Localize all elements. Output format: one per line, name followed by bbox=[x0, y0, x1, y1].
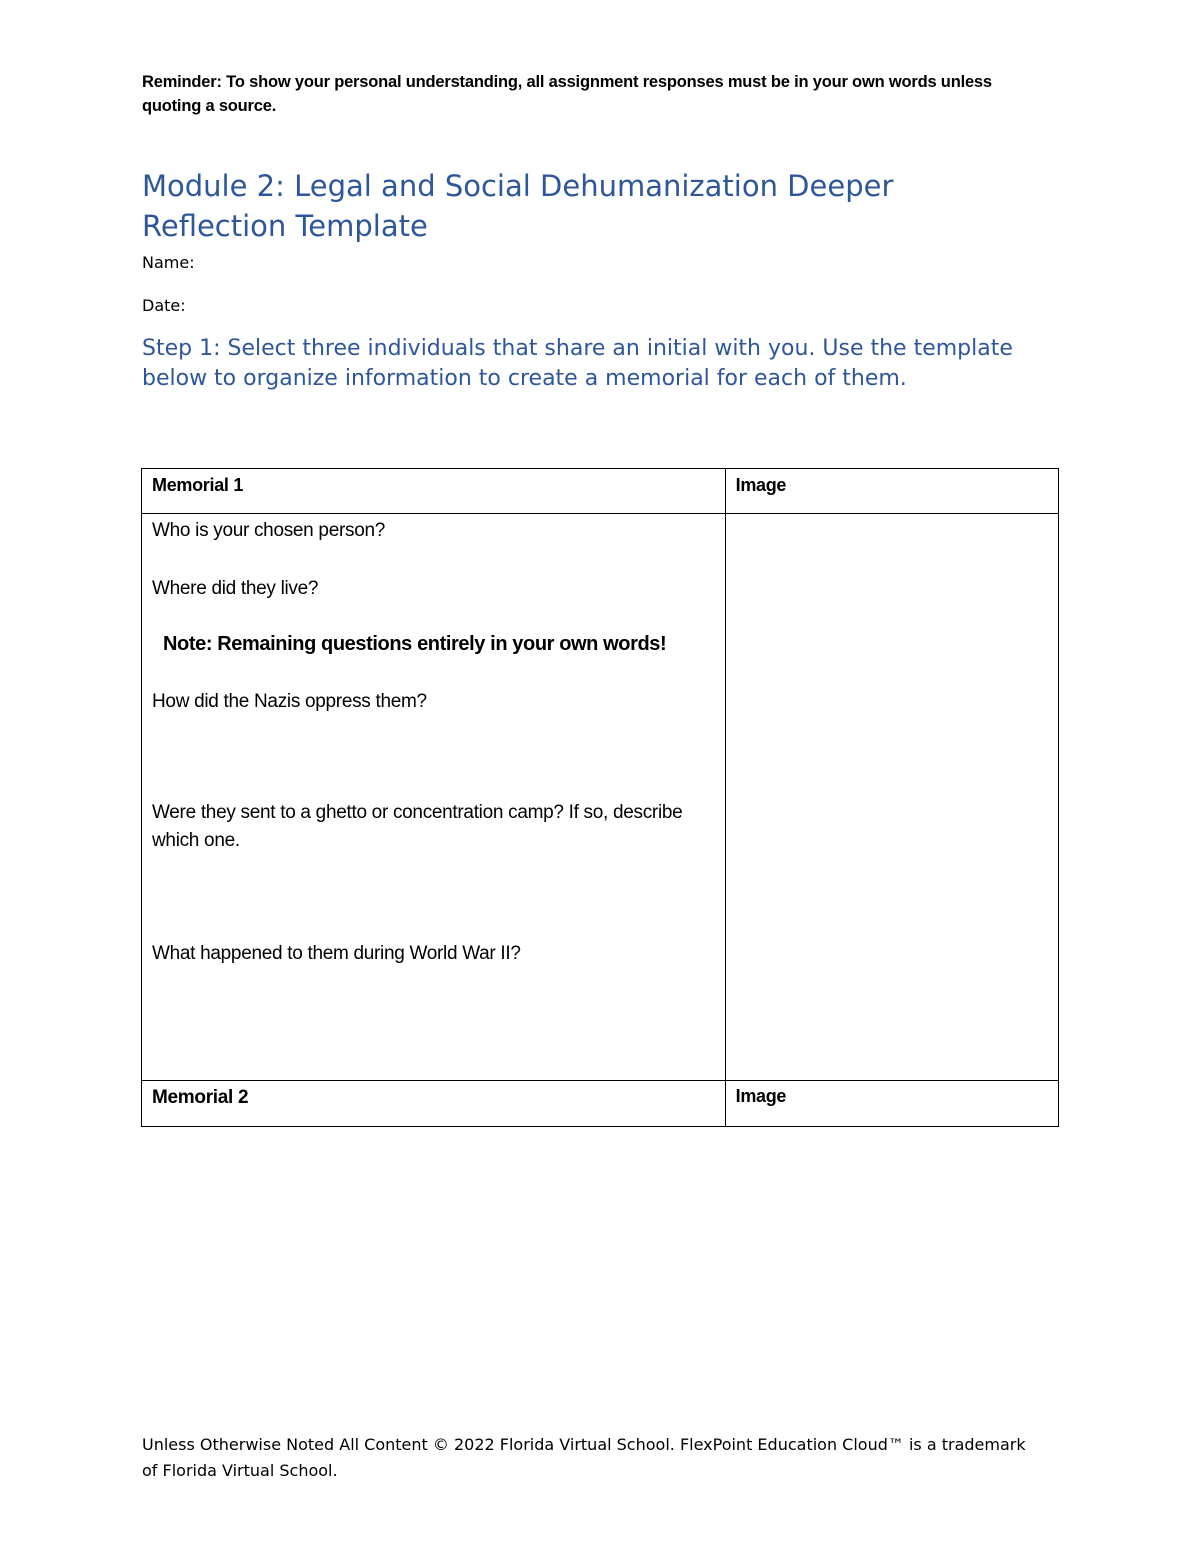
footer-copyright: Unless Otherwise Noted All Content © 2022 Florida Virtual School. FlexPoint Education Cloud™ is a trademark of Florida Virtual School. bbox=[142, 1435, 1026, 1480]
memorial-table bbox=[141, 468, 1059, 1127]
question-what-happened: What happened to them during World War II? bbox=[152, 943, 521, 964]
name-label: Name: bbox=[142, 253, 195, 272]
memorial1-image-header: Image bbox=[735, 475, 787, 495]
page-title: Module 2: Legal and Social Dehumanization Deeper Reflection Template bbox=[142, 169, 894, 243]
question-where-lived: Where did they live? bbox=[152, 578, 319, 599]
memorial2-header-cell bbox=[142, 1081, 726, 1127]
memorial1-header: Memorial 1 bbox=[152, 475, 244, 495]
memorial2-image-header: Image bbox=[735, 1086, 787, 1106]
question-ghetto-camp: Were they sent to a ghetto or concentration camp? If so, describe which one. bbox=[152, 802, 683, 851]
date-label: Date: bbox=[142, 296, 186, 315]
memorial1-image-cell[interactable] bbox=[725, 514, 1058, 1081]
memorial1-header-row bbox=[142, 469, 1059, 514]
memorial1-image-header-cell bbox=[725, 469, 1058, 514]
memorial1-header-cell bbox=[142, 469, 726, 514]
memorial2-header: Memorial 2 bbox=[152, 1087, 249, 1108]
memorial2-header-row bbox=[142, 1081, 1059, 1127]
step1-heading: Step 1: Select three individuals that share an initial with you. Use the template below to organize information to create a memorial for each of them. bbox=[142, 336, 1013, 391]
own-words-note: Note: Remaining questions entirely in your own words! bbox=[163, 633, 667, 655]
reminder-text: Reminder: To show your personal understanding, all assignment responses must be in your own words unless quoting a source. bbox=[142, 73, 992, 115]
question-chosen-person: Who is your chosen person? bbox=[152, 520, 385, 541]
question-nazi-oppression: How did the Nazis oppress them? bbox=[152, 691, 427, 712]
memorial2-image-header-cell bbox=[725, 1081, 1058, 1127]
